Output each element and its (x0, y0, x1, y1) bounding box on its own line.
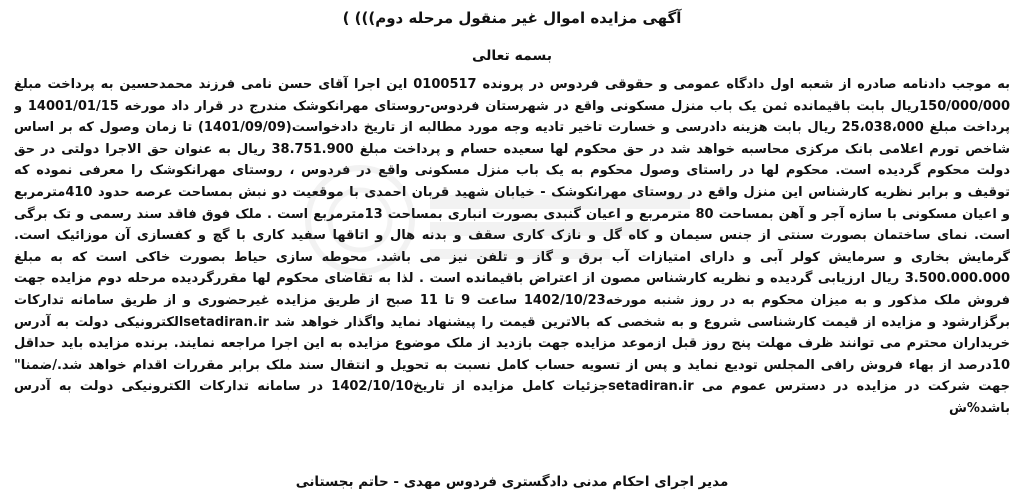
notice-body: به موجب دادنامه صادره از شعبه اول دادگاه عمومی و حقوقی فردوس در پرونده 0100517 این اجرا آقای حسن نامی فرزند محمدحسین به پرداخت مبلغ 150/000/000ریال بابت باقیمانده ثمن یک باب منزل مسکونی واقع در شهرستان فردوس-روستای مهرانکوشک مندرج در قرار داد مورخه 14001/01/15 و پرداخت مبلغ 25،038،000 ریال بابت هزینه دادرسی و خسارت تاخیر تادیه وجه مورد مطالبه از تاریخ دادخواست(1401/09/09) تا زمان وصول که بر اساس شاخص تورم اعلامی بانک مرکزی محاسبه خواهد شد در حق محکوم لها سعیده حسام و پرداخت مبلغ 38.751.900 ریال به عنوان حق الاجرا دولتی در حق دولت محکوم گردیده است. محکوم لها در راستای وصول محکوم به یک باب منزل مسکونی واقع در فردوس ، روستای مهرانکوشک را معرفی نموده که توقیف و برابر نظریه کارشناس این منزل واقع در روستای مهرانکوشک - خیابان شهید قربان احمدی با موقعیت دو نبش بمساحت عرصه حدود 410مترمربع و اعیان مسکونی با سازه آجر و آهن بمساحت 80 مترمربع و اعیان گنبدی بصورت انباری بمساحت 13مترمربع است . ملک فوق فاقد سند رسمی و تک برگی است. نمای ساختمان بصورت سنتی از جنس سیمان و کاه گل و نازک کاری سقف و بدنه هال و اتاقها سفید کاری با گچ و کفسازی آن موزائیک است. گرمایش بخاری و سرمایش کولر آبی و دارای امتیازات آب برق و گاز و تلفن نیز می باشد. محوطه سازی حیاط بصورت خاکی است که به مبلغ 3.500.000.000 ریال ارزیابی گردیده و نظریه کارشناس مصون از اعتراض باقیمانده است . لذا به تقاضای محکوم لها مقررگردیده مرحله دوم مزایده جهت فروش ملک مذکور و به میزان محکوم به در روز شنبه مورخه1402/10/23 ساعت 9 تا 11 صبح از طریق مزایده غیرحضوری و از طریق سامانه تدارکات برگزارشود و مزایده از قیمت کارشناسی شروع و به شخصی که بالاترین قیمت را پیشنهاد نماید واگذار خواهد شد setadiran.irالکترونیکی دولت به آدرس خریداران محترم می توانند ظرف مهلت پنج روز قبل ازموعد مزایده جهت بازدید از ملک موضوع مزایده به این اجرا مراجعه نمایند. برنده مزایده باید حداقل 10درصد از بهاء فروش رافی المجلس تودیع نماید و پس از تسویه حساب کامل نسبت به تحویل و انتقال سند ملک برابر مقررات اقدام خواهد شد./ضمنا" جهت شرکت در مزایده در دسترس عموم می setadiran.irجزئیات کامل مزایده از تاریخ1402/10/10 در سامانه تدارکات الکترونیکی دولت به آدرس باشد%ش (14, 77, 1010, 416)
notice-signature: مدیر اجرای احکام مدنی دادگستری فردوس مهدی - حاتم بجستانی (295, 474, 729, 490)
notice-subtitle: بسمه تعالی (471, 48, 553, 64)
notice-title: آگهی مزایده اموال غیر منقول مرحله دوم))) ) (342, 9, 682, 27)
